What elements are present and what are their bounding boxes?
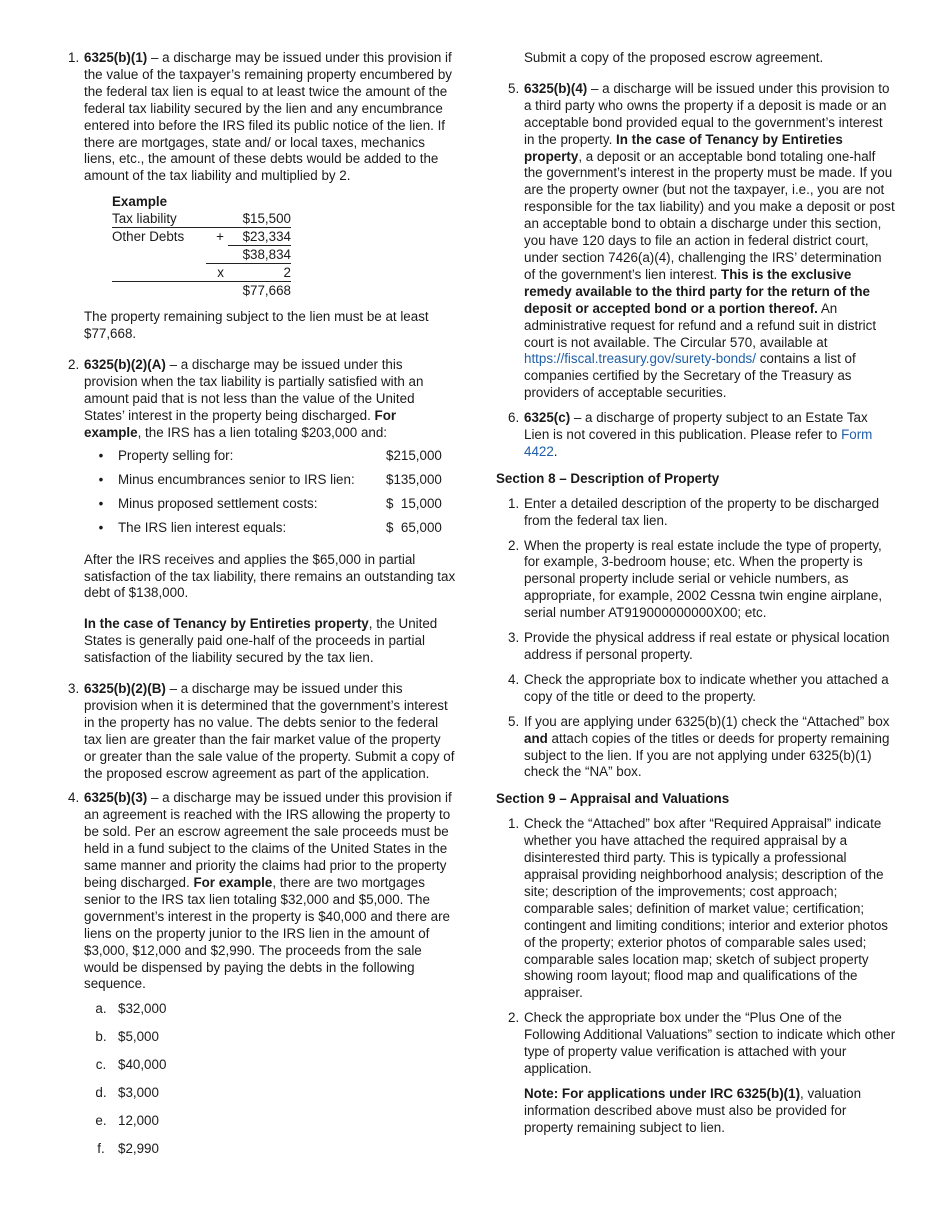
sequence-list (84, 1001, 456, 1169)
list-item: e. 12,000 (95, 1113, 159, 1129)
list-item-6325b1 (68, 50, 456, 343)
list-item: a. $32,000 (95, 1001, 167, 1017)
item-number: 5. (508, 80, 520, 96)
section-8-heading: Section 8 – Description of Property (496, 470, 720, 486)
surety-bonds-link[interactable]: https://fiscal.treasury.gov/surety-bonds/ (524, 351, 756, 367)
item-text: 6325(b)(4) – a discharge will be issued under this provision to a third party who owns the property if a deposit is made or an acceptable bond provided equal to the government’s interest in the property. In the case of Tenancy by Entireties property, a deposit or an acceptable bond totaling one-half the government’s interest in the property must be made. If you are the property owner (but not the taxpayer, i.e., you are not responsible for the tax liability) and you make a deposit or post an acceptable bond to obtain a discharge under this section, you have 120 days to file an action in federal district court, under section 7426(a)(4), challenging the IRS’ determination of the government’s lien interest. This is the exclusive remedy available to the third party for the return of the deposit or accepted bond or a portion thereof. An administrative request for refund and a refund suit in district court is not available. The Circular 570, available at https://fiscal.treasury.gov/surety-bonds/ contains a list of companies certified by the Secretary of the Treasury as providers of acceptable securities. (524, 80, 895, 401)
list-item: • Minus proposed settlement costs: $ 15,000 (98, 495, 442, 511)
item-text: 6325(b)(3) – a discharge may be issued under this provision if an agreement is reached with the IRS allowing the property to be sold. Per an escrow agreement the sale proceeds must be held in a fund subject to the claims of the United States in the same manner and priority the claims had prior to the property being discharged. For example, there are two mortgages senior to the IRS tax lien totaling $32,000 and $5,000. The government’s interest in the property is $40,000 and there are liens on the property junior to the IRS lien in the amount of $3,000, $12,000 and $2,990. The proceeds from the sale would be dispensed by paying the debts in the following sequence. (84, 790, 452, 992)
item-text: 6325(b)(2)(B) – a discharge may be issued under this provision when it is determined that the government’s interest in the property has no value. The debts senior to the federal tax lien are greater than the fair market value of the property or greater than the sale value of the property. Submit a copy of the proposed escrow agreement as part of the application. (84, 681, 455, 781)
list-item: • The IRS lien interest equals: $ 65,000 (98, 519, 442, 535)
section-8-list (496, 496, 896, 782)
item-conclusion: After the IRS receives and applies the $65,000 in partial satisfaction of the tax liability, there remains an outstanding tax debt of $138,000. (84, 551, 456, 601)
list-item: 1. Enter a detailed description of the property to be discharged from the federal tax lien. (508, 495, 880, 528)
item-conclusion: The property remaining subject to the lien must be at least $77,668. (84, 309, 429, 342)
list-item: d. $3,000 (95, 1085, 159, 1101)
list-item-6325b2b (68, 681, 456, 782)
bullet-list (84, 448, 456, 544)
list-item: 2. Check the appropriate box under the “Plus One of the Following Additional Valuations” section to indicate which other type of property value verification is attached with your application. (508, 1010, 896, 1076)
list-item-6325b2a (68, 357, 456, 667)
table-row: Tax liability $15,500 (112, 210, 291, 226)
valuation-note: Note: For applications under IRC 6325(b)(1), valuation information described above must also be provided for property remaining subject to lien. (524, 1085, 862, 1135)
list-item-6325b4 (496, 81, 896, 402)
table-row: Other Debts + $23,334 (112, 228, 291, 244)
item-number: 6. (508, 410, 520, 426)
example-table (112, 193, 291, 299)
item-number: 4. (68, 790, 80, 806)
item-text: 6325(b)(1) – a discharge may be issued under this provision if the value of the taxpayer’s remaining property encumbered by the federal tax lien is equal to at least twice the amount of the federal tax liability secured by the lien and any encumbrance entered into before the IRS filed its public notice of the lien. If there are mortgages, state and/ or local taxes, mechanics liens, etc., the amount of these debts would be added to the amount of the tax liability and multiplied by 2. (84, 50, 452, 184)
table-row: $38,834 (112, 246, 291, 264)
item-number: 3. (68, 681, 80, 697)
item-heading: 6325(b)(1) (84, 50, 148, 65)
list-item: f. $2,990 (97, 1141, 159, 1157)
left-column (68, 50, 456, 1177)
item-number: 2. (68, 357, 80, 373)
list-item: 4. Check the appropriate box to indicate whether you attached a copy of the title or deed to the property. (508, 671, 889, 704)
tenancy-note: In the case of Tenancy by Entireties property, the United States is generally paid one-half of the proceeds in partial satisfaction of the liability secured by the tax lien. (84, 616, 438, 666)
item-text: 6325(c) – a discharge of property subject to an Estate Tax Lien is not covered in this publication. Please refer to Form 4422. (524, 410, 873, 459)
section-9-list (496, 816, 896, 1136)
section-9-heading: Section 9 – Appraisal and Valuations (496, 791, 730, 807)
item-number: 1. (68, 50, 80, 65)
table-row: $77,668 (242, 282, 291, 298)
list-item: c. $40,000 (95, 1057, 167, 1073)
list-item: 3. Provide the physical address if real estate or physical location address if personal property. (508, 630, 890, 662)
continued-text: Submit a copy of the proposed escrow agreement. (524, 50, 824, 65)
list-item: 1. Check the “Attached” box after “Required Appraisal” indicate whether you have attached the required appraisal by a disinterested third party. This is typically a professional appraisal providing neighborhood analysis; description of the site; description of the improvements; cost approach; comparable sales; definition of market value; certification; contingent and limiting conditions; interior and exterior photos of the property; exterior photos of comparable sales used; comparable sales location map; sketch of subject property showing room layout; flood map and qualifications of the appraiser. (508, 816, 888, 1001)
list-item: • Property selling for: $215,000 (98, 447, 442, 463)
list-item: • Minus encumbrances senior to IRS lien: $135,000 (98, 471, 442, 487)
item-text: 6325(b)(2)(A) – a discharge may be issued under this provision when the tax liability is partially satisfied with an amount paid that is not less than the value of the United States’ interest in the property being discharged. For example, the IRS has a lien totaling $203,000 and: (84, 357, 424, 440)
form-4422-link[interactable]: Form 4422 (524, 427, 873, 459)
list-item: 2. When the property is real estate include the type of property, for example, 3-bedroom house; etc. When the property is personal property include serial or vehicle numbers, as appropriate, for example, 2002 Cessna twin engine airplane, serial number AT919000000000X00; etc. (508, 537, 883, 621)
list-item-6325b3 (68, 790, 456, 1169)
list-item-6325c (496, 410, 896, 461)
table-row: x 2 (112, 264, 291, 282)
example-title: Example (112, 193, 168, 209)
list-item: b. $5,000 (95, 1029, 159, 1045)
right-column (496, 50, 896, 1137)
list-item: 5. If you are applying under 6325(b)(1) check the “Attached” box and attach copies of the titles or deeds for property remaining subject to the lien. If you are not applying under 6325(b)(1) check the “NA” box. (508, 713, 890, 780)
